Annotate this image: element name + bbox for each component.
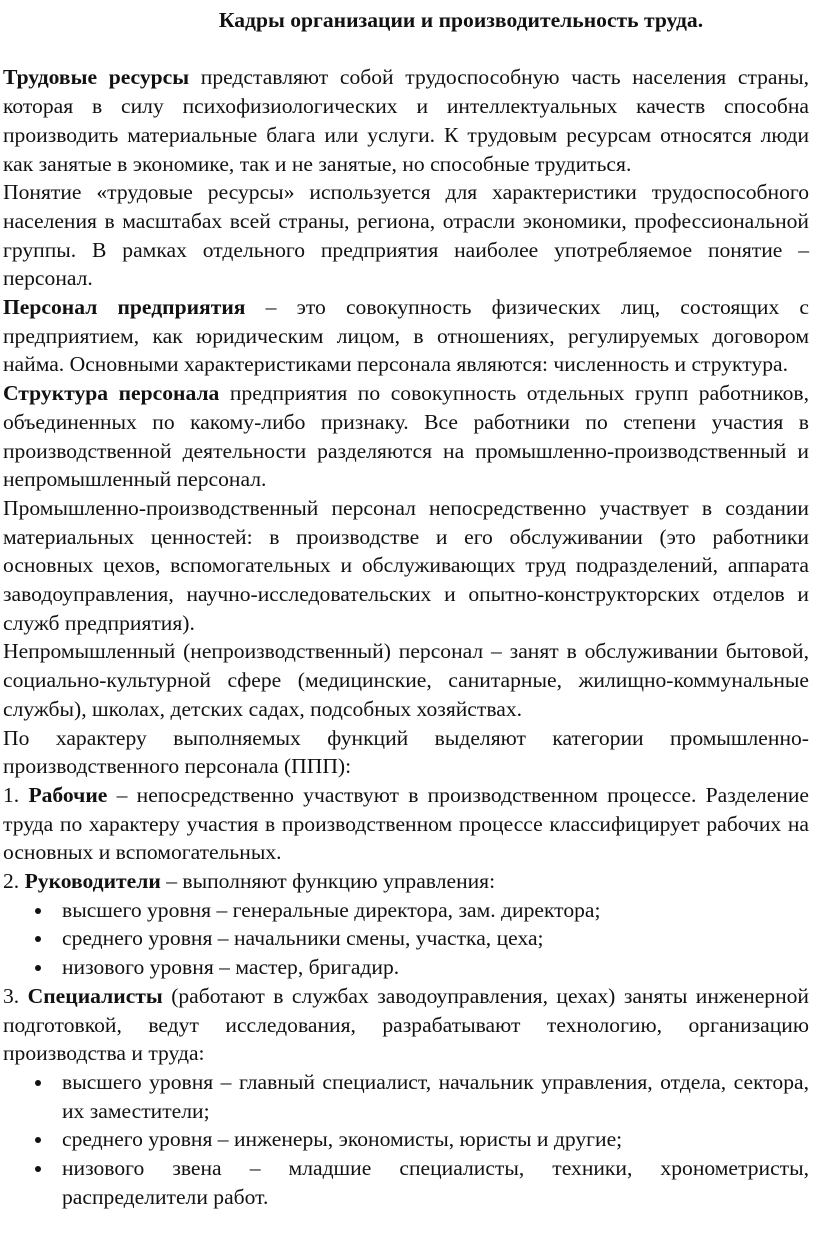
list-item: низового уровня – мастер, бригадир. bbox=[3, 953, 809, 982]
paragraph-industrial-personnel: Промышленно-производственный персонал непосредственно участвует в создании материальных ценностей: в производстве и его обслуживании (это работники основных цехов, вспомогательных и обслуживающих труд подразделений, аппарата заводоуправления, научно-исследовательских и опытно-конструкторских отделов и служб предприятия). bbox=[3, 495, 809, 635]
paragraph-personnel-structure bbox=[3, 379, 809, 494]
paragraph-labor-resources bbox=[3, 63, 809, 178]
category-number: 1. bbox=[3, 782, 29, 807]
paragraph-text: (работают в службах заводоуправления, цехах) заняты инженерной подготовкой, ведут исследования, разрабатывают технологию, организацию производства и труда: bbox=[3, 983, 809, 1066]
paragraph-text: – непосредственно участвуют в производственном процессе. Разделение труда по характеру участия в производственном процессе классифицирует рабочих на основных и вспомогательных. bbox=[3, 782, 809, 865]
term-labor-resources: Трудовые ресурсы bbox=[3, 65, 190, 90]
paragraph-labor-resources-concept: Понятие «трудовые ресурсы» используется для характеристики трудоспособного населения в масштабах всей страны, региона, отрасли экономики, профессиональной группы. В рамках отдельного предприятия наиболее употребляемое понятие – персонал. bbox=[3, 180, 809, 291]
specialists-list bbox=[3, 1068, 809, 1212]
managers-list bbox=[3, 896, 809, 982]
paragraph-categories-intro: По характеру выполняемых функций выделяют категории промышленно-производственного персонала (ППП): bbox=[3, 725, 809, 779]
term-personnel-structure: Структура персонала bbox=[3, 381, 220, 406]
category-specialists bbox=[3, 982, 809, 1068]
list-item: среднего уровня – инженеры, экономисты, юристы и другие; bbox=[3, 1125, 809, 1154]
list-item: высшего уровня – генеральные директора, зам. директора; bbox=[3, 896, 809, 925]
list-item: среднего уровня – начальники смены, участка, цеха; bbox=[3, 924, 809, 953]
paragraph-non-industrial-personnel: Непромышленный (непроизводственный) персонал – занят в обслуживании бытовой, социально-культурной сфере (медицинские, санитарные, жилищно-коммунальные службы), школах, детских садах, подсобных хозяйствах. bbox=[3, 639, 809, 721]
list-item: высшего уровня – главный специалист, начальник управления, отдела, сектора, их заместители; bbox=[3, 1068, 809, 1125]
term-enterprise-personnel: Персонал предприятия bbox=[3, 295, 246, 320]
term-workers: Рабочие bbox=[28, 782, 108, 807]
paragraph-text: – выполняют функцию управления: bbox=[160, 869, 496, 894]
list-item: низового звена – младшие специалисты, техники, хронометристы, распределители работ. bbox=[3, 1154, 809, 1211]
page-title: Кадры организации и производительность труда. bbox=[218, 8, 704, 32]
category-managers bbox=[3, 867, 809, 896]
term-specialists: Специалисты bbox=[27, 983, 163, 1008]
category-number: 3. bbox=[3, 983, 28, 1008]
paragraph-text: представляют собой трудоспособную часть населения страны, которая в силу психофизиологических и интеллектуальных качеств способна производить материальные блага или услуги. К трудовым ресурсам относятся люди как занятые в экономике, так и не занятые, но способные трудиться. bbox=[3, 65, 809, 176]
category-workers bbox=[3, 781, 809, 867]
paragraph-enterprise-personnel bbox=[3, 293, 809, 379]
category-number: 2. bbox=[3, 869, 25, 894]
paragraph-text: – это совокупность физических лиц, состоящих с предприятием, как юридическим лицом, в отношениях, регулируемых договором найма. Основными характеристиками персонала являются: численность и структура. bbox=[3, 295, 809, 377]
paragraph-text: предприятия по совокупность отдельных групп работников, объединенных по какому-либо признаку. Все работники по степени участия в производственной деятельности разделяются на промышленно-производственный и непромышленный персонал. bbox=[3, 381, 809, 492]
document-page bbox=[3, 0, 809, 1212]
term-managers: Руководители bbox=[24, 869, 161, 894]
